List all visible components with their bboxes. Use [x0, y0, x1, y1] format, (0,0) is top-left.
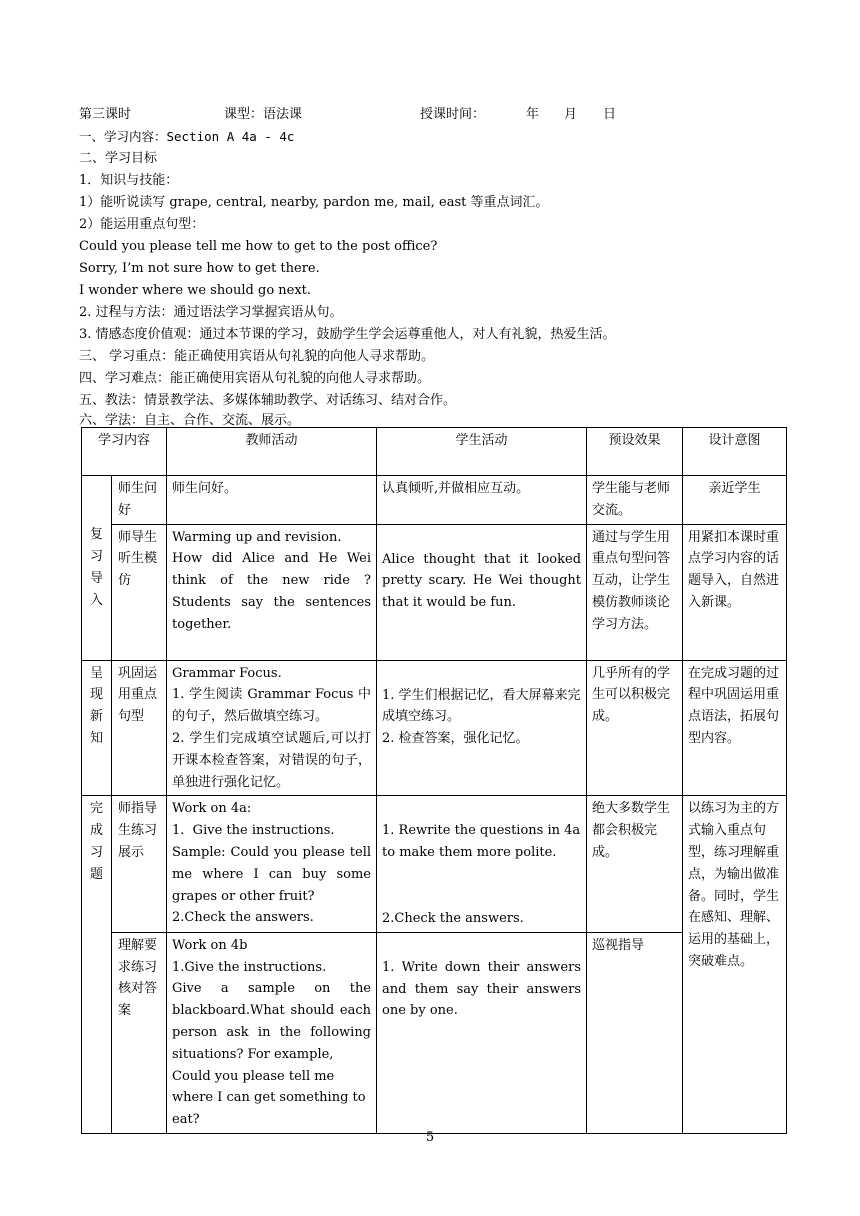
attitude-goal: 3. 情感态度价值观：通过本节课的学习，鼓励学生学会运尊重他人，对人有礼貌，热爱生活。 — [79, 327, 616, 342]
student-text: 1. Write down their answers and them say their answers one by one. — [382, 959, 582, 1019]
teacher-text: Grammar Focus. — [172, 665, 282, 681]
day-label: 日 — [603, 107, 617, 122]
student-activity-cell — [377, 932, 587, 1133]
stage-present-new — [82, 660, 112, 796]
student-text: 2. 检查答案，强化记忆。 — [382, 731, 529, 747]
teacher-activity-cell — [167, 476, 377, 525]
design-intent-cell: 以练习为主的方式输入重点句型，练习理解重点，为输出做准备。同时，学生在感知、理解、运用的基础上，突破难点。 — [683, 796, 787, 1134]
student-activity-cell — [377, 796, 587, 932]
key-sentence-1: Could you please tell me how to get to the post office? — [79, 239, 438, 254]
stage-label: 呈现新知 — [89, 665, 103, 746]
expected-effect-cell: 学生能与老师交流。 — [587, 476, 683, 525]
difficult-points: 四、学习难点：能正确使用宾语从句礼貌的向他人寻求帮助。 — [79, 371, 431, 386]
header-design-intent: 设计意图 — [683, 428, 787, 476]
table-row — [82, 524, 787, 660]
header-teacher-activity: 教师活动 — [167, 428, 377, 476]
sub-item: 师生问好 — [112, 476, 167, 525]
teacher-text: 2.Check the answers. — [172, 910, 314, 926]
design-intent-cell: 在完成习题的过程中巩固运用重点语法，拓展句型内容。 — [683, 660, 787, 796]
sub-item: 巩固运用重点句型 — [112, 660, 167, 796]
lesson-number: 第三课时 — [79, 107, 132, 122]
student-text: 1. 学生们根据记忆，看大屏幕来完成填空练习。 — [382, 687, 581, 725]
key-points: 三、 学习重点：能正确使用宾语从句礼貌的向他人寻求帮助。 — [79, 349, 435, 364]
table-row — [82, 796, 787, 932]
stage-review-intro — [82, 476, 112, 661]
student-activity-cell — [377, 660, 587, 796]
knowledge-skills-heading: 1．知识与技能： — [79, 173, 179, 188]
teaching-time-label: 授课时间： — [420, 107, 486, 122]
process-method-goal: 2. 过程与方法：通过语法学习掌握宾语从句。 — [79, 305, 343, 320]
design-intent-cell: 用紧扣本课时重点学习内容的话题导入，自然进入新课。 — [683, 524, 787, 660]
stage-label: 完成习题 — [89, 801, 103, 882]
student-text: Alice thought that it looked pretty scary. He Wei thought that it would be fun. — [382, 551, 582, 611]
teacher-text: 1. 学生阅读 Grammar Focus 中的句子，然后做填空练习。 — [172, 687, 372, 725]
sub-item: 师指导生练习展示 — [112, 796, 167, 932]
teacher-text: Could you please tell me where I can get something to eat? — [172, 1068, 366, 1128]
table-row — [82, 660, 787, 796]
design-intent-cell: 亲近学生 — [683, 476, 787, 525]
learning-methods: 六、学法：自主、合作、交流、展示。 — [79, 413, 301, 428]
teacher-text: 1.Give the instructions. — [172, 959, 327, 975]
expected-effect-cell: 绝大多数学生都会积极完成。 — [587, 796, 683, 932]
stage-label: 复习导入 — [89, 527, 103, 608]
header-content: 学习内容 — [82, 428, 167, 476]
teacher-text: Sample: Could you please tell me where I can buy some grapes or other fruit? — [172, 844, 372, 904]
lesson-plan-table — [81, 427, 787, 1134]
teacher-text: Give a sample on the blackboard.What should each person ask in the following situations? For example, — [172, 981, 372, 1062]
teacher-activity-cell — [167, 660, 377, 796]
student-activity-cell — [377, 524, 587, 660]
stage-complete-exercises — [82, 796, 112, 1134]
teaching-methods: 五、教法：情景教学法、多媒体辅助教学、对话练习、结对合作。 — [79, 393, 457, 408]
table-header-row — [82, 428, 787, 476]
teacher-text: 1. Give the instructions. — [172, 823, 335, 839]
teacher-text: Work on 4b — [172, 937, 248, 953]
sub-item: 师导生听生模仿 — [112, 524, 167, 660]
header-expected-effect: 预设效果 — [587, 428, 683, 476]
key-sentence-3: I wonder where we should go next. — [79, 283, 312, 298]
header-student-activity: 学生活动 — [377, 428, 587, 476]
vocabulary-goal: 1）能听说读写 grape, central, nearby, pardon me, mail, east 等重点词汇。 — [79, 195, 549, 210]
study-content: 一、学习内容：Section A 4a - 4c — [79, 129, 295, 144]
table-row — [82, 476, 787, 525]
teacher-activity-cell — [167, 796, 377, 932]
expected-effect-cell: 几乎所有的学生可以积极完成。 — [587, 660, 683, 796]
teacher-activity-cell — [167, 524, 377, 660]
goals-heading: 二、学习目标 — [79, 151, 158, 166]
sub-item: 理解要求练习核对答案 — [112, 932, 167, 1133]
page-number: 5 — [425, 1130, 435, 1145]
teacher-text: 2. 学生们完成填空试题后,可以打开课本检查答案，对错误的句子，单独进行强化记忆。 — [172, 730, 372, 790]
student-text: 认真倾听,并做相应互动。 — [382, 481, 530, 496]
teacher-text: 师生问好。 — [172, 481, 238, 496]
student-text: 1. Rewrite the questions in 4a to make them more polite. — [382, 823, 581, 861]
teacher-activity-cell — [167, 932, 377, 1133]
expected-effect-cell: 通过与学生用重点句型问答互动，让学生模仿教师谈论学习方法。 — [587, 524, 683, 660]
key-sentence-2: Sorry, I’m not sure how to get there. — [79, 261, 320, 276]
expected-effect-cell: 巡视指导 — [587, 932, 683, 1133]
student-activity-cell — [377, 476, 587, 525]
month-label: 月 — [564, 107, 578, 122]
sentence-goal-heading: 2）能运用重点句型： — [79, 217, 205, 232]
teacher-text: How did Alice and He Wei think of the new ride ? Students say the sentences together. — [172, 551, 372, 632]
student-text: 2.Check the answers. — [382, 910, 524, 926]
table-row — [82, 932, 787, 1133]
lesson-type: 课型：语法课 — [224, 107, 303, 122]
teacher-text: Work on 4a: — [172, 801, 252, 817]
year-label: 年 — [526, 107, 540, 122]
teacher-text: Warming up and revision. — [172, 529, 342, 545]
